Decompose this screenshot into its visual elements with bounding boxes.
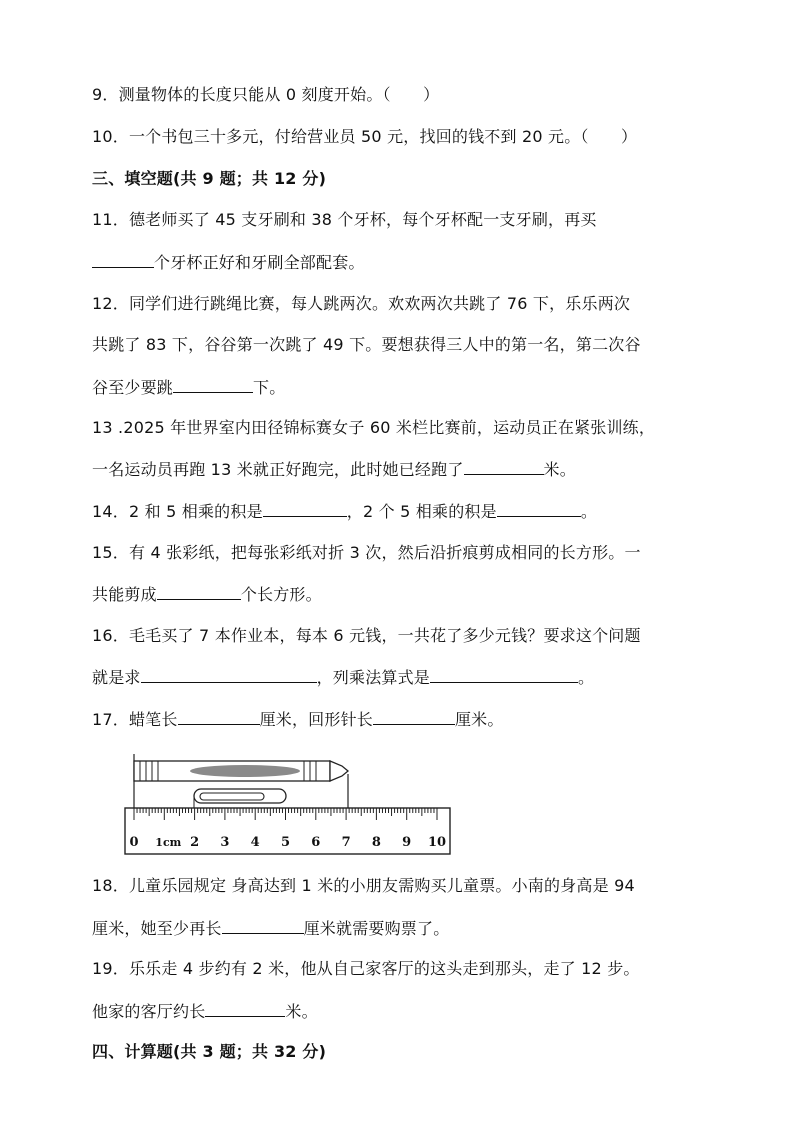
question-15-line-1: 15．有 4 张彩纸，把每张彩纸对折 3 次，然后沿折痕剪成相同的长方形。一 <box>92 543 641 562</box>
ruler-label: 4 <box>250 835 260 850</box>
question-16-line-2: 就是求 ，列乘法算式是 。 <box>92 668 595 687</box>
answer-blank[interactable] <box>173 376 253 393</box>
ruler-label: 7 <box>341 835 351 850</box>
answer-blank[interactable] <box>430 666 578 683</box>
ruler-label: 3 <box>220 835 230 850</box>
ruler-label: 6 <box>311 835 321 850</box>
answer-blank[interactable] <box>263 500 347 517</box>
question-16-line-1: 16．毛毛买了 7 本作业本，每本 6 元钱，一共花了多少元钱？要求这个问题 <box>92 626 641 645</box>
section-4-heading: 四、计算题(共 3 题；共 32 分) <box>92 1042 327 1061</box>
ruler-label: 10 <box>427 835 447 850</box>
question-11-line-2: 个牙杯正好和牙刷全部配套。 <box>92 251 365 274</box>
answer-blank[interactable] <box>92 251 154 268</box>
ruler-label: 0 <box>129 835 139 850</box>
question-13-line-1: 13 .2025 年世界室内田径锦标赛女子 60 米栏比赛前，运动员正在紧张训练， <box>92 418 656 437</box>
answer-blank[interactable] <box>373 708 455 725</box>
question-18-line-2: 厘米，她至少再长 厘米就需要购票了。 <box>92 919 450 938</box>
answer-blank[interactable] <box>178 708 260 725</box>
question-10: 10．一个书包三十多元，付给营业员 50 元，找回的钱不到 20 元。（ ） <box>92 127 638 146</box>
answer-blank[interactable] <box>497 500 581 517</box>
section-3-heading: 三、填空题(共 9 题；共 12 分) <box>92 169 327 188</box>
question-12-line-3: 谷至少要跳 下。 <box>92 378 286 397</box>
answer-blank[interactable] <box>222 917 304 934</box>
answer-blank[interactable] <box>141 666 317 683</box>
answer-blank[interactable] <box>464 458 544 475</box>
ruler-label: 8 <box>371 835 381 850</box>
question-18-line-1: 18．儿童乐园规定 身高达到 1 米的小朋友需购买儿童票。小南的身高是 94 <box>92 876 635 895</box>
question-12-line-2: 共跳了 83 下，谷谷第一次跳了 49 下。要想获得三人中的第一名，第二次谷 <box>92 335 641 354</box>
answer-blank[interactable] <box>205 1000 285 1017</box>
question-17: 17．蜡笔长 厘米，回形针长 厘米。 <box>92 710 504 729</box>
question-9: 9．测量物体的长度只能从 0 刻度开始。（ ） <box>92 85 440 104</box>
crayon-ruler-figure <box>120 752 460 860</box>
ruler-label: 1cm <box>155 836 182 849</box>
question-19-line-1: 19．乐乐走 4 步约有 2 米，他从自己家客厅的这头走到那头，走了 12 步。 <box>92 959 640 978</box>
question-15-line-2: 共能剪成 个长方形。 <box>92 585 322 604</box>
question-19-line-2: 他家的客厅约长 米。 <box>92 1002 318 1021</box>
paperclip-image <box>194 789 286 808</box>
answer-blank[interactable] <box>157 583 241 600</box>
question-13-line-2: 一名运动员再跑 13 米就正好跑完，此时她已经跑了 米。 <box>92 460 576 479</box>
ruler-label: 5 <box>280 835 291 850</box>
ruler-label: 9 <box>402 835 412 850</box>
ruler-label: 2 <box>190 835 200 850</box>
ruler <box>125 808 450 854</box>
question-14: 14．2 和 5 相乘的积是 ，2 个 5 相乘的积是 。 <box>92 502 598 521</box>
question-11-line-1: 11．德老师买了 45 支牙刷和 38 个牙杯，每个牙杯配一支牙刷，再买 <box>92 210 597 229</box>
question-12-line-1: 12．同学们进行跳绳比赛，每人跳两次。欢欢两次共跳了 76 下，乐乐两次 <box>92 294 631 313</box>
